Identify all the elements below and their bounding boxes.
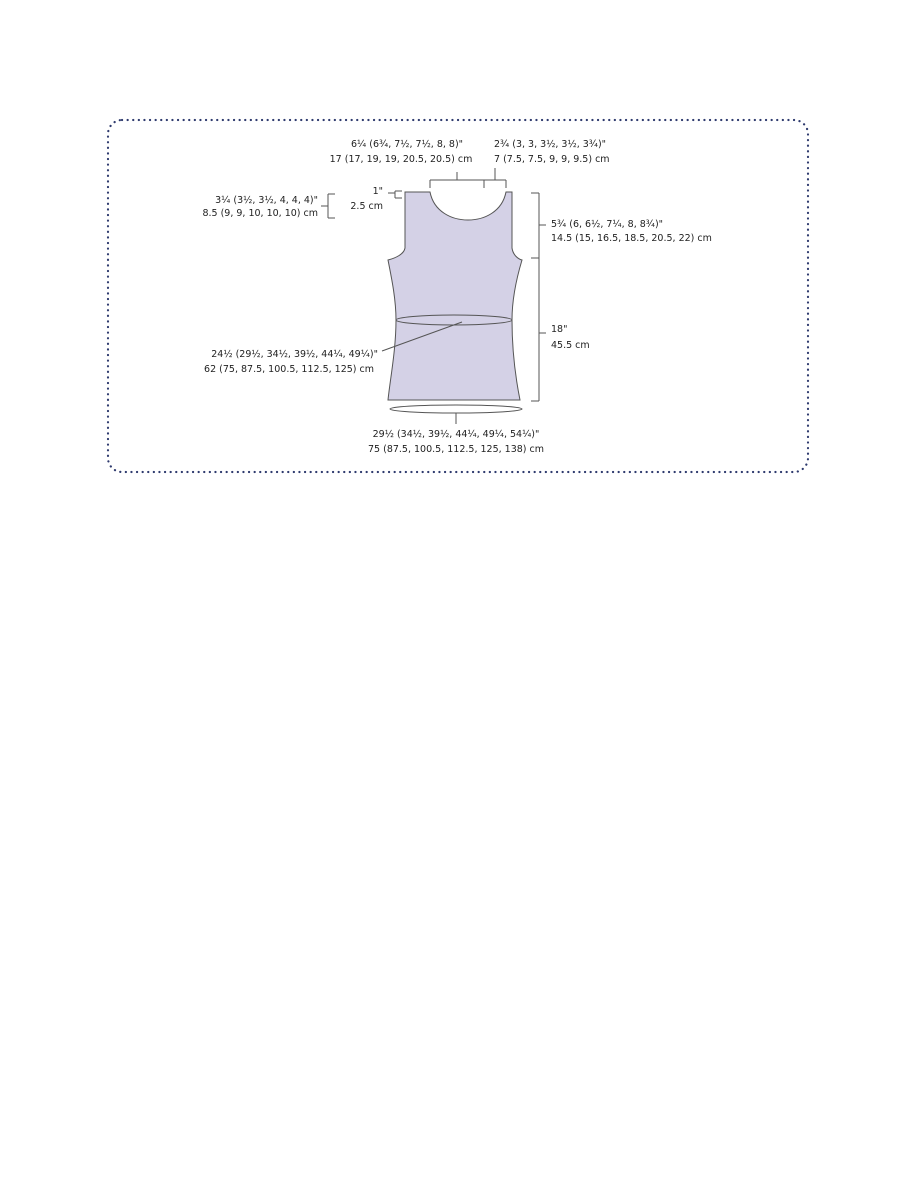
front-neck-drop-label-cm: 8.5 (9, 9, 10, 10, 10) cm xyxy=(202,208,318,219)
neck-width-bracket xyxy=(430,172,484,188)
neck-width-label-cm: 17 (17, 19, 19, 20.5, 20.5) cm xyxy=(329,154,473,165)
back-neck-drop-bracket xyxy=(388,191,402,198)
body-length-bracket xyxy=(531,258,546,401)
shoulder-width-label-in: 2¾ (3, 3, 3½, 3½, 3¾)" xyxy=(494,139,607,150)
waist-label-in: 24½ (29½, 34½, 39½, 44¼, 49¼)" xyxy=(211,349,378,360)
shoulder-width-bracket xyxy=(484,168,506,188)
front-neck-drop-bracket xyxy=(321,194,335,218)
armhole-depth-label-cm: 14.5 (15, 16.5, 18.5, 20.5, 22) cm xyxy=(551,233,712,244)
shoulder-width-label-cm: 7 (7.5, 7.5, 9, 9, 9.5) cm xyxy=(494,154,610,165)
body-length-label-in: 18" xyxy=(551,324,568,335)
neck-width-label-in: 6¼ (6¾, 7½, 7½, 8, 8)" xyxy=(350,139,464,150)
back-neck-drop-label-in: 1" xyxy=(372,186,383,197)
hem-label-cm: 75 (87.5, 100.5, 112.5, 125, 138) cm xyxy=(368,444,544,455)
garment-body xyxy=(388,192,522,400)
armhole-depth-bracket xyxy=(531,193,546,258)
hem-ellipse xyxy=(390,405,522,413)
front-neck-drop-label-in: 3¼ (3½, 3½, 4, 4, 4)" xyxy=(215,195,318,206)
back-neck-drop-label-cm: 2.5 cm xyxy=(350,201,383,212)
waist-label-cm: 62 (75, 87.5, 100.5, 112.5, 125) cm xyxy=(204,364,374,375)
hem-label-in: 29½ (34½, 39½, 44¼, 49¼, 54¼)" xyxy=(372,429,540,440)
armhole-depth-label-in: 5¾ (6, 6½, 7¼, 8, 8¾)" xyxy=(551,219,664,230)
body-length-label-cm: 45.5 cm xyxy=(551,340,590,351)
